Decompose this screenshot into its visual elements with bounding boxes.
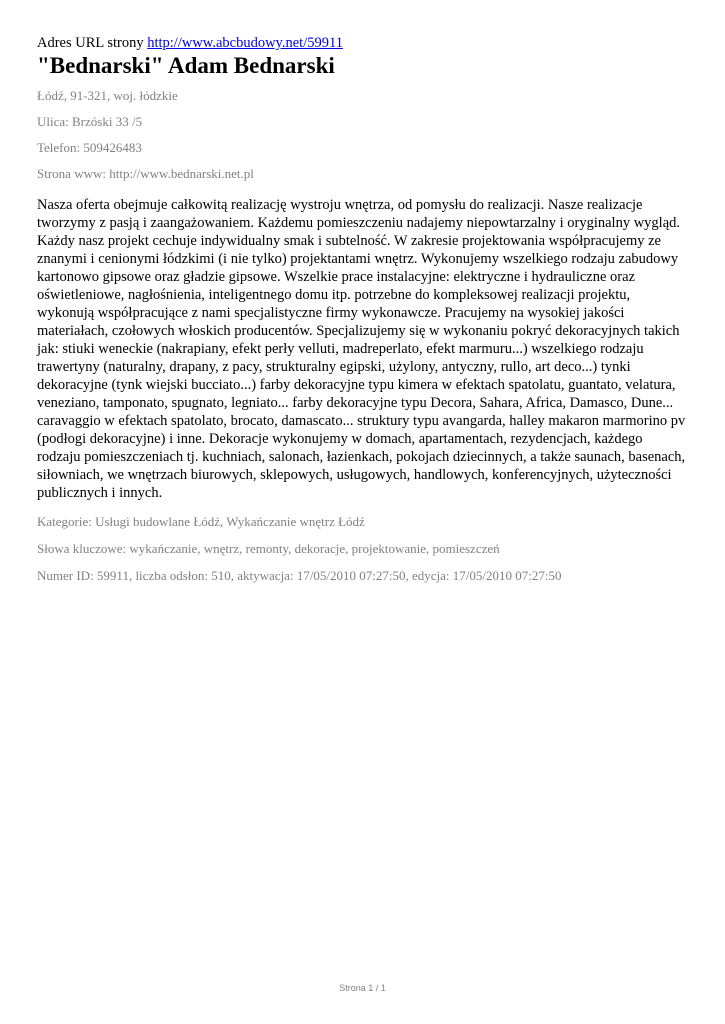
company-phone: Telefon: 509426483 bbox=[37, 140, 142, 155]
record-info-line: Numer ID: 59911, liczba odsłon: 510, aktywacja: 17/05/2010 07:27:50, edycja: 17/05/2010 07:27:50 bbox=[37, 568, 562, 583]
company-name: "Bednarski" Adam Bednarski bbox=[37, 53, 335, 78]
url-label: Adres URL strony bbox=[37, 35, 144, 51]
page-url-line bbox=[37, 34, 689, 52]
company-website: Strona www: http://www.bednarski.net.pl bbox=[37, 166, 254, 181]
page-number-footer: Strona 1 / 1 bbox=[339, 983, 386, 993]
document-page bbox=[37, 34, 689, 595]
company-city-line: Łódź, 91-321, woj. łódzkie bbox=[37, 88, 178, 103]
page-url-link[interactable]: http://www.abcbudowy.net/59911 bbox=[147, 35, 343, 51]
categories-line: Kategorie: Usługi budowlane Łódź, Wykańczanie wnętrz Łódź bbox=[37, 514, 365, 529]
keywords-line: Słowa kluczowe: wykańczanie, wnętrz, remonty, dekoracje, projektowanie, pomieszczeń bbox=[37, 541, 500, 556]
company-street: Ulica: Brzóski 33 /5 bbox=[37, 114, 143, 129]
company-description: Nasza oferta obejmuje całkowitą realizację wystroju wnętrza, od pomysłu do realizacji. Nasze realizacje tworzymy z pasją i zaangażowaniem. Każdemu pomieszczeniu nadajemy niepowtarzalny i oryginalny wygląd. Każdy nasz projekt cechuje indywidualny smak i subtelność. W zakresie projektowania współpracujemy ze znanymi i cenionymi łódzkimi (i nie tylko) projektantami wnętrz. Wykonujemy wszelkiego rodzaju zabudowy kartonowo gipsowe oraz gładzie gipsowe. Wszelkie prace instalacyjne: elektryczne i hydrauliczne oraz oświetleniowe, nagłośnienia, inteligentnego domu itp. potrzebne do kompleksowej realizacji projektu, wykonują współpracujące z nami specjalistyczne firmy wykonawcze. Pracujemy na wysokiej jakości materiałach, czołowych włoskich producentów. Specjalizujemy się w wykonaniu pokryć dekoracyjnych takich jak: stiuki weneckie (nakrapiany, efekt perły velluti, madreperlato, efekt marmuru...) wszelkiego rodzaju trawertyny (naturalny, drapany, z pacy, strukturalny egipski, użylony, antyczny, rullo, art deco...) tynki dekoracyjne (tynk wiejski bucciato...) farby dekoracyjne typu kimera w efektach spatolatu, guantato, velatura, veneziano, tamponato, spugnato, legniato... farby dekoracyjne typu Decora, Sahara, Africa, Damasco, Dune... caravaggio w efektach spatolato, brocato, damascato... struktury typu avangarda, halley makaron marmorino pv (podłogi dekoracyjne) i inne. Dekoracje wykonujemy w domach, apartamentach, rezydencjach, każdego rodzaju pomieszczeniach tj. kuchniach, salonach, łazienkach, pokojach dziecinnych, a także saunach, basenach, siłowniach, we wnętrzach biurowych, sklepowych, usługowych, handlowych, konferencyjnych, użyteczności publicznych i innych. bbox=[37, 197, 686, 501]
